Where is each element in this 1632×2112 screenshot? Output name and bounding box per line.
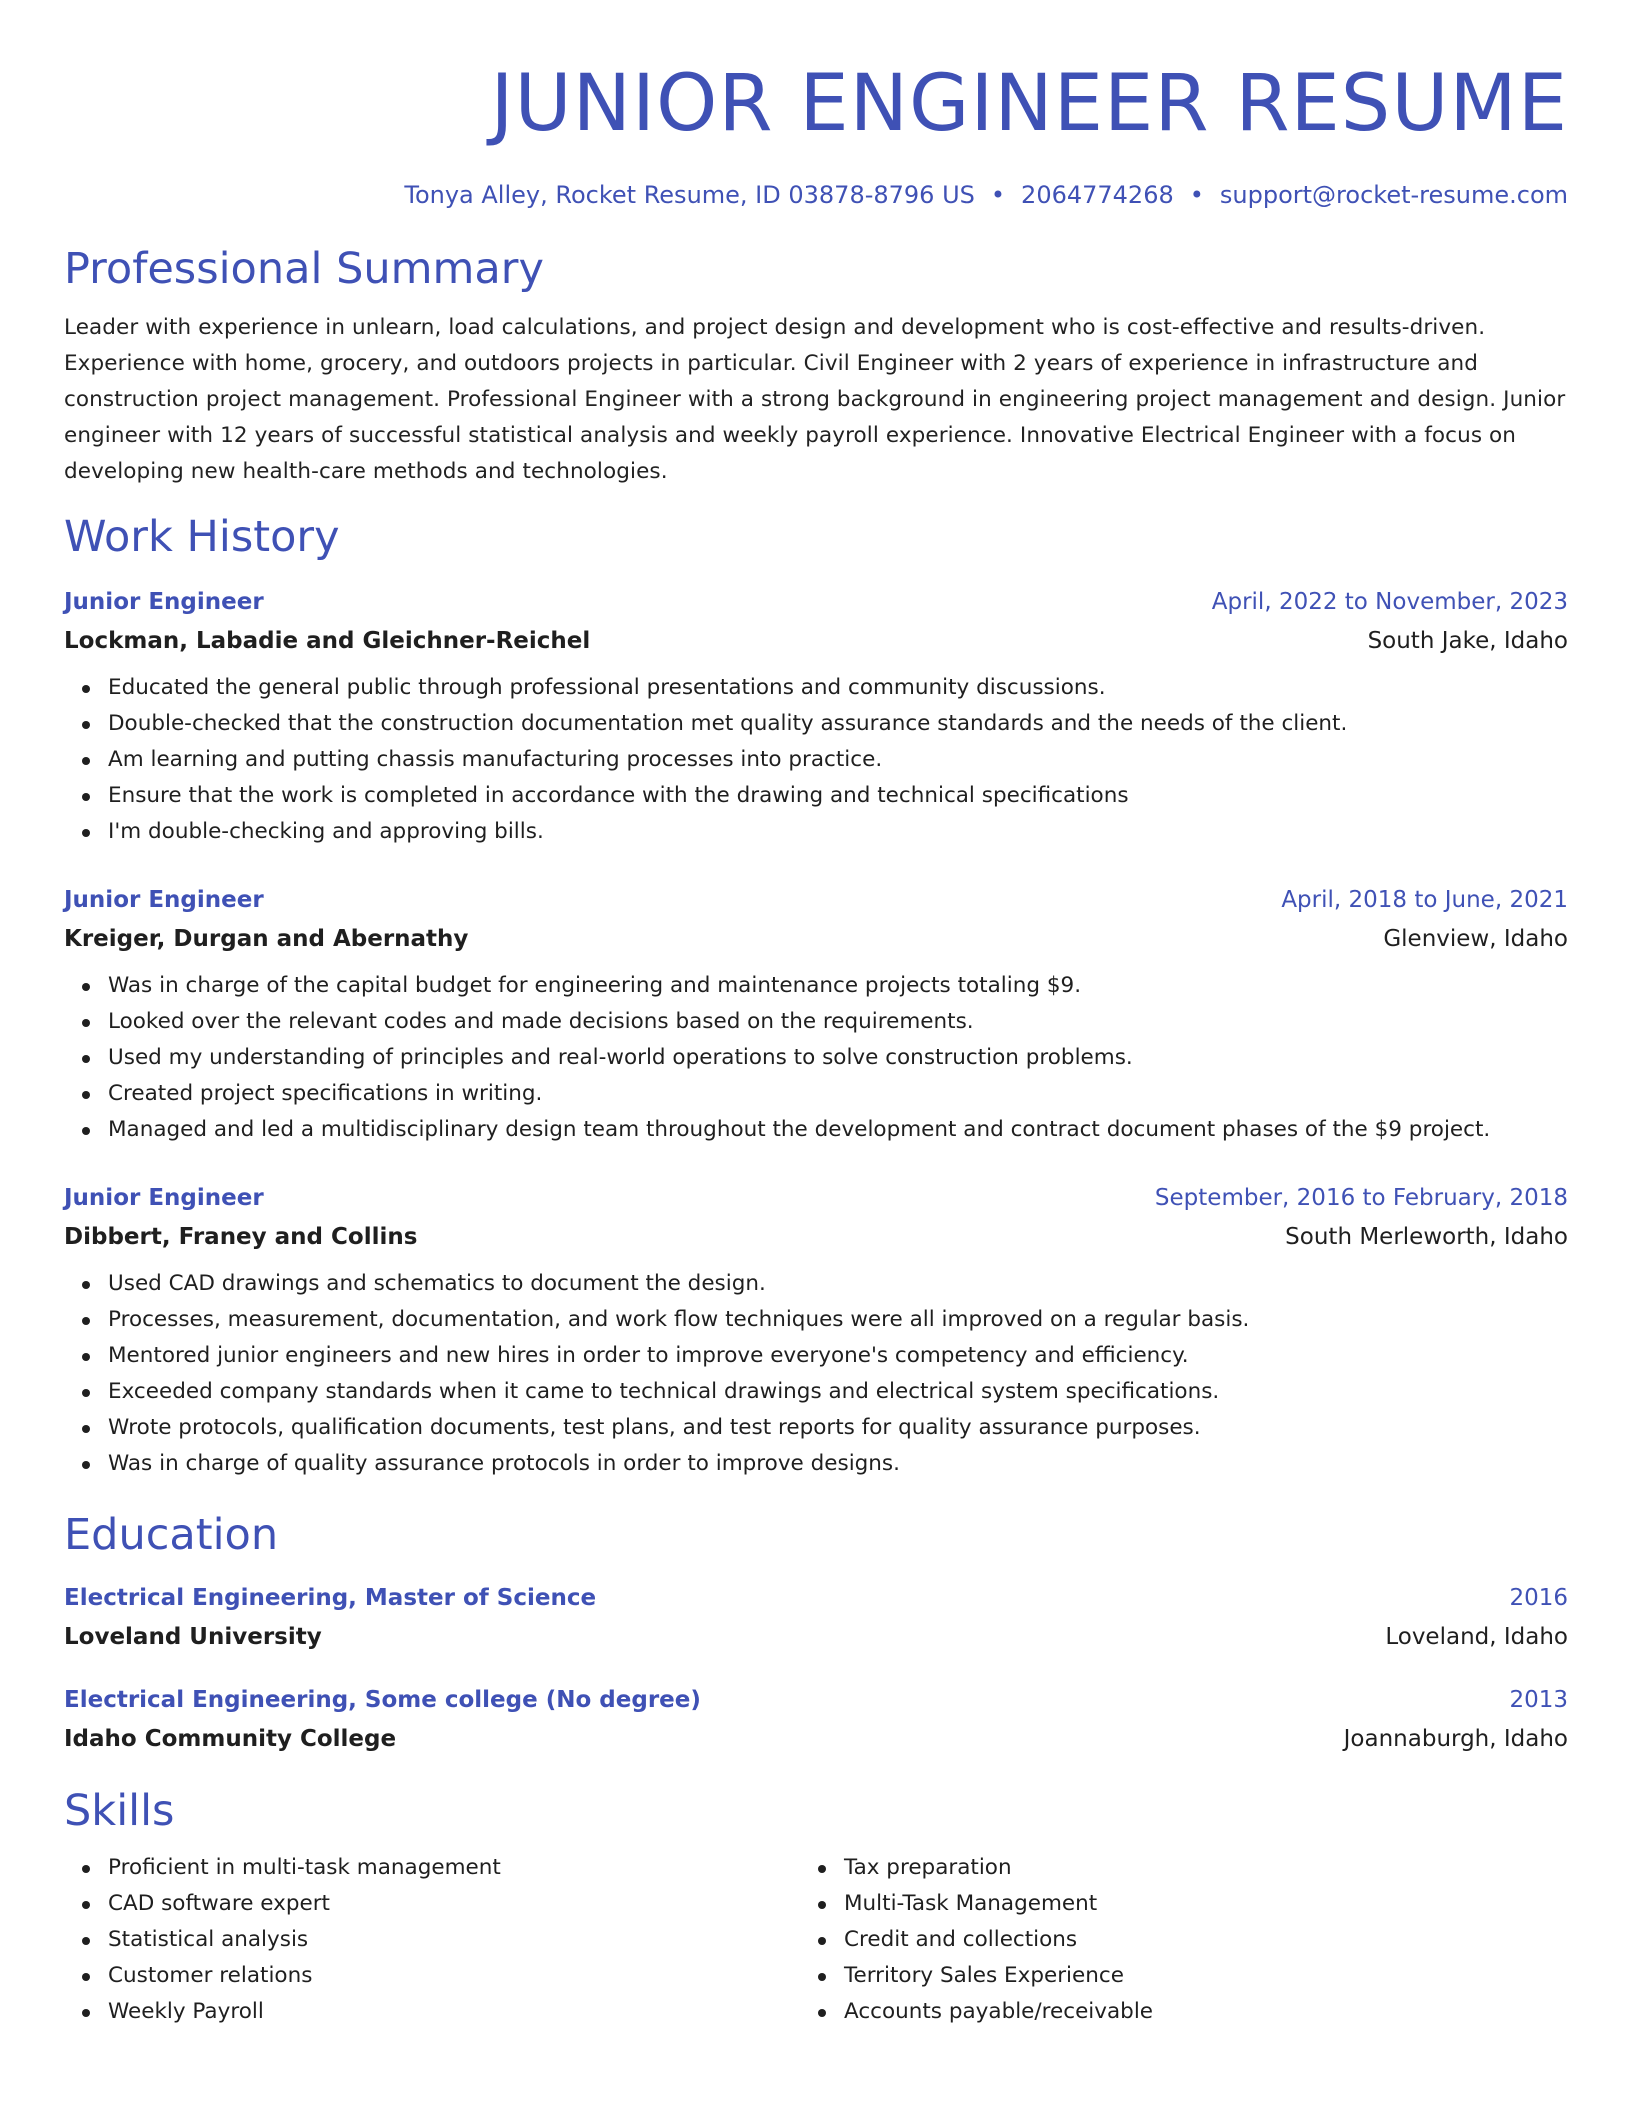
contact-separator: • <box>1189 181 1204 209</box>
job-bullet: Used CAD drawings and schematics to document the design. <box>108 1266 1568 1302</box>
resume-title: JUNIOR ENGINEER RESUME <box>490 59 1568 149</box>
education-school: Loveland University <box>64 1624 322 1650</box>
education-year: 2013 <box>1509 1687 1568 1713</box>
contact-email: support@rocket-resume.com <box>1219 181 1568 209</box>
job-bullet: Am learning and putting chassis manufacturing processes into practice. <box>108 742 1568 778</box>
job-subheader <box>64 920 1568 958</box>
summary-text: Leader with experience in unlearn, load calculations, and project design and development who is cost-effective and results-driven. Experience with home, grocery, and outdoors projects in particular. Civil Engineer with 2 years of experience in infrastructure and construction project management. Professional Engineer with a strong background in engineering project management and design. Junior engineer with 12 years of successful statistical analysis and weekly payroll experience. Innovative Electrical Engineer with a focus on developing new health-care methods and technologies. <box>64 315 1566 484</box>
skill-item: Territory Sales Experience <box>844 1958 1536 1994</box>
skills-bullets <box>64 1850 800 2030</box>
education-year: 2016 <box>1509 1585 1568 1611</box>
job-bullet: Created project specifications in writing. <box>108 1076 1568 1112</box>
job-bullets <box>64 1266 1568 1482</box>
skill-item: Credit and collections <box>844 1922 1536 1958</box>
job-dates: April, 2018 to June, 2021 <box>1281 887 1568 913</box>
section-heading-summary: Professional Summary <box>64 244 544 294</box>
skill-item: Weekly Payroll <box>108 1994 800 2030</box>
education-subheader <box>64 1720 1568 1758</box>
section-heading-work: Work History <box>64 512 340 562</box>
resume-page <box>64 0 1568 2030</box>
skill-item: CAD software expert <box>108 1886 800 1922</box>
education-degree: Electrical Engineering, Some college (No degree) <box>64 1687 701 1713</box>
skill-item: Statistical analysis <box>108 1922 800 1958</box>
contact-address: Tonya Alley, Rocket Resume, ID 03878-8796 US <box>404 181 975 209</box>
job-header <box>64 1178 1568 1218</box>
job-role: Junior Engineer <box>64 887 264 913</box>
contact-separator: • <box>990 181 1006 209</box>
job-bullets <box>64 968 1568 1148</box>
job-dates: September, 2016 to February, 2018 <box>1154 1185 1568 1211</box>
job-bullet: Double-checked that the construction documentation met quality assurance standards and the needs of the client. <box>108 706 1568 742</box>
job-dates: April, 2022 to November, 2023 <box>1211 589 1568 615</box>
job-bullet: Processes, measurement, documentation, and work flow techniques were all improved on a regular basis. <box>108 1302 1568 1338</box>
section-heading-education: Education <box>64 1510 279 1560</box>
job-bullet: Used my understanding of principles and real-world operations to solve construction problems. <box>108 1040 1568 1076</box>
job-location: South Merleworth, Idaho <box>1285 1224 1568 1250</box>
skill-item: Customer relations <box>108 1958 800 1994</box>
education-degree: Electrical Engineering, Master of Science <box>64 1585 597 1611</box>
skill-item: Multi-Task Management <box>844 1886 1536 1922</box>
education-location: Joannaburgh, Idaho <box>1343 1726 1568 1752</box>
job-entry <box>64 1178 1568 1482</box>
education-school: Idaho Community College <box>64 1726 397 1752</box>
job-header <box>64 880 1568 920</box>
job-bullet: Mentored junior engineers and new hires in order to improve everyone's competency and efficiency. <box>108 1338 1568 1374</box>
education-location: Loveland, Idaho <box>1385 1624 1568 1650</box>
job-location: South Jake, Idaho <box>1367 628 1568 654</box>
education-entry <box>64 1578 1568 1656</box>
job-subheader <box>64 622 1568 660</box>
job-bullet: Exceeded company standards when it came to technical drawings and electrical system specifications. <box>108 1374 1568 1410</box>
job-entry <box>64 582 1568 850</box>
job-bullet: Educated the general public through professional presentations and community discussions. <box>108 670 1568 706</box>
job-company: Lockman, Labadie and Gleichner-Reichel <box>64 628 591 654</box>
job-role: Junior Engineer <box>64 589 264 615</box>
skills-column-left <box>64 1850 800 2030</box>
job-subheader <box>64 1218 1568 1256</box>
job-bullet: Was in charge of the capital budget for engineering and maintenance projects totaling $9. <box>108 968 1568 1004</box>
education-entry <box>64 1680 1568 1758</box>
job-location: Glenview, Idaho <box>1383 926 1568 952</box>
job-bullet: Managed and led a multidisciplinary design team throughout the development and contract document phases of the $9 project. <box>108 1112 1568 1148</box>
section-heading-skills: Skills <box>64 1786 175 1836</box>
job-company: Kreiger, Durgan and Abernathy <box>64 926 469 952</box>
job-bullets <box>64 670 1568 850</box>
skill-item: Proficient in multi-task management <box>108 1850 800 1886</box>
skill-item: Accounts payable/receivable <box>844 1994 1536 2030</box>
education-header <box>64 1680 1568 1720</box>
job-entry <box>64 880 1568 1148</box>
skills-bullets <box>800 1850 1536 2030</box>
contact-line <box>64 178 1568 212</box>
job-bullet: Looked over the relevant codes and made decisions based on the requirements. <box>108 1004 1568 1040</box>
job-bullet: Wrote protocols, qualification documents, test plans, and test reports for quality assurance purposes. <box>108 1410 1568 1446</box>
education-header <box>64 1578 1568 1618</box>
job-header <box>64 582 1568 622</box>
job-role: Junior Engineer <box>64 1185 264 1211</box>
job-company: Dibbert, Franey and Collins <box>64 1224 418 1250</box>
job-bullet: Ensure that the work is completed in accordance with the drawing and technical specifications <box>108 778 1568 814</box>
job-bullet: I'm double-checking and approving bills. <box>108 814 1568 850</box>
skills-column-right <box>800 1850 1536 2030</box>
education-subheader <box>64 1618 1568 1656</box>
skill-item: Tax preparation <box>844 1850 1536 1886</box>
contact-phone: 2064774268 <box>1021 181 1174 209</box>
job-bullet: Was in charge of quality assurance protocols in order to improve designs. <box>108 1446 1568 1482</box>
skills-list <box>64 1850 1568 2030</box>
